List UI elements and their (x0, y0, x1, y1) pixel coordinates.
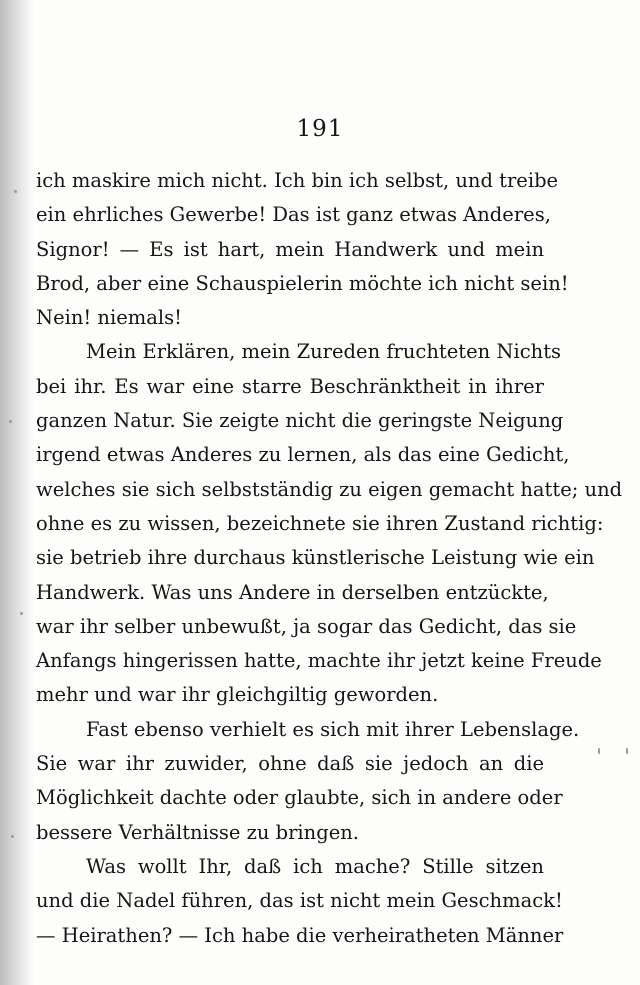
text-line: und die Nadel führen, das ist nicht mein Geschmack! (36, 889, 563, 913)
text-line: ich maskire mich nicht. Ich bin ich selbst, und treibe (36, 169, 559, 192)
scan-speck (598, 748, 600, 754)
text-line: irgend etwas Anderes zu lernen, als das eine Gedicht, (36, 443, 570, 467)
text-line: bei ihr. Es war eine starre Beschränktheit in ihrer (36, 374, 544, 398)
text-line: Anfangs hingerissen hatte, machte ihr jetzt keine Freude (36, 649, 602, 673)
text-line: Handwerk. Was uns Andere in derselben entzückte, (36, 580, 549, 604)
text-line: Was wollt Ihr, daß ich mache? Stille sitzen (86, 854, 544, 878)
text-line: bessere Verhältnisse zu bringen. (36, 820, 360, 844)
scan-speck (11, 835, 14, 838)
text-line: Brod, aber eine Schauspielerin möchte ich nicht sein! (36, 271, 569, 295)
body-text (36, 164, 623, 953)
text-line: welches sie sich selbstständig zu eigen gemacht hatte; und (36, 477, 623, 501)
text-line: Fast ebenso verhielt es sich mit ihrer Lebenslage. (86, 717, 580, 741)
text-line: mehr und war ihr gleichgiltig geworden. (36, 683, 439, 707)
text-line: ein ehrliches Gewerbe! Das ist ganz etwas Anderes, (36, 203, 551, 227)
scan-speck (14, 190, 17, 193)
scan-speck (20, 612, 23, 615)
text-line: — Heirathen? — Ich habe die verheiratheten Männer (36, 923, 564, 947)
text-line: Möglichkeit dachte oder glaubte, sich in andere oder (36, 786, 563, 810)
text-line: Sie war ihr zuwider, ohne daß sie jedoch an die (36, 752, 544, 776)
text-line: ganzen Natur. Sie zeigte nicht die geringste Neigung (36, 409, 564, 433)
scan-speck (9, 420, 12, 423)
scan-speck (626, 748, 628, 754)
scan-margin-shadow (0, 0, 34, 985)
text-line: Nein! niemals! (36, 306, 182, 330)
text-line: ohne es zu wissen, bezeichnete sie ihren Zustand richtig: (36, 511, 604, 535)
text-line: war ihr selber unbewußt, ja sogar das Gedicht, das sie (36, 614, 577, 638)
text-line: sie betrieb ihre durchaus künstlerische Leistung wie ein (36, 546, 595, 570)
text-line: Mein Erklären, mein Zureden fruchteten Nichts (86, 340, 562, 364)
page-number: 191 (296, 116, 344, 142)
text-line: Signor! — Es ist hart, mein Handwerk und mein (36, 237, 544, 261)
